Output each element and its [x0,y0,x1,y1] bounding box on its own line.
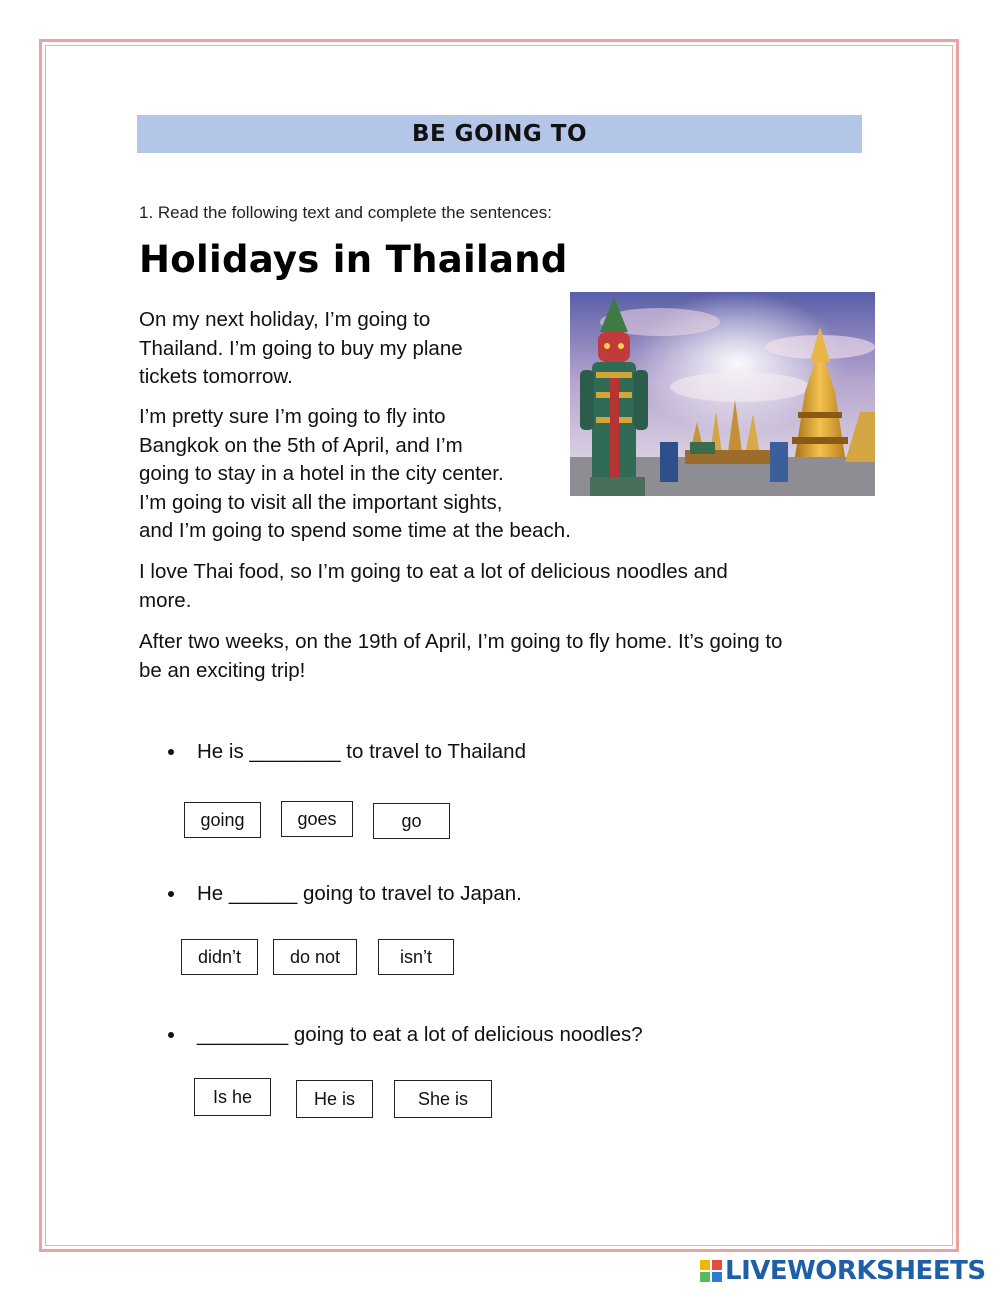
option-button[interactable]: go [373,803,450,839]
question-2 [168,882,522,906]
option-button[interactable]: didn’t [181,939,258,975]
brand-name: LIVEWORKSHEETS [725,1256,986,1286]
question-sentence: He ______ going to travel to Japan. [197,882,522,905]
article-paragraph: I’m pretty sure I’m going to fly into Bangkok on the 5th of April, and I’m going to stay in a hotel in the city center. I’m going to visit all the important sights, and I’m going to spend some time at the beach. [139,405,571,542]
liveworksheets-logo-icon [700,1260,722,1282]
instruction-text: 1. Read the following text and complete the sentences: [139,203,552,222]
thailand-temple-image [570,292,875,496]
option-button[interactable]: isn’t [378,939,454,975]
question-sentence: He is ________ to travel to Thailand [197,740,526,763]
question-1 [168,740,526,764]
bullet-icon [168,749,174,755]
question-3 [168,1023,643,1047]
question-sentence: ________ going to eat a lot of delicious noodles? [197,1023,643,1046]
option-button[interactable]: He is [296,1080,373,1118]
bullet-icon [168,1032,174,1038]
article-paragraph: On my next holiday, I’m going to Thailand. I’m going to buy my plane tickets tomorrow. [139,308,463,388]
worksheet-header: BE GOING TO [137,115,862,153]
option-button[interactable]: Is he [194,1078,271,1116]
bullet-icon [168,891,174,897]
article-paragraph: After two weeks, on the 19th of April, I’m going to fly home. It’s going to be an exciting trip! [139,630,783,682]
article-title: Holidays in Thailand [139,238,568,281]
article-paragraph: I love Thai food, so I’m going to eat a lot of delicious noodles and more. [139,560,728,612]
option-button[interactable]: goes [281,801,353,837]
option-button[interactable]: do not [273,939,357,975]
liveworksheets-brand[interactable] [700,1255,986,1287]
option-button[interactable]: She is [394,1080,492,1118]
option-button[interactable]: going [184,802,261,838]
